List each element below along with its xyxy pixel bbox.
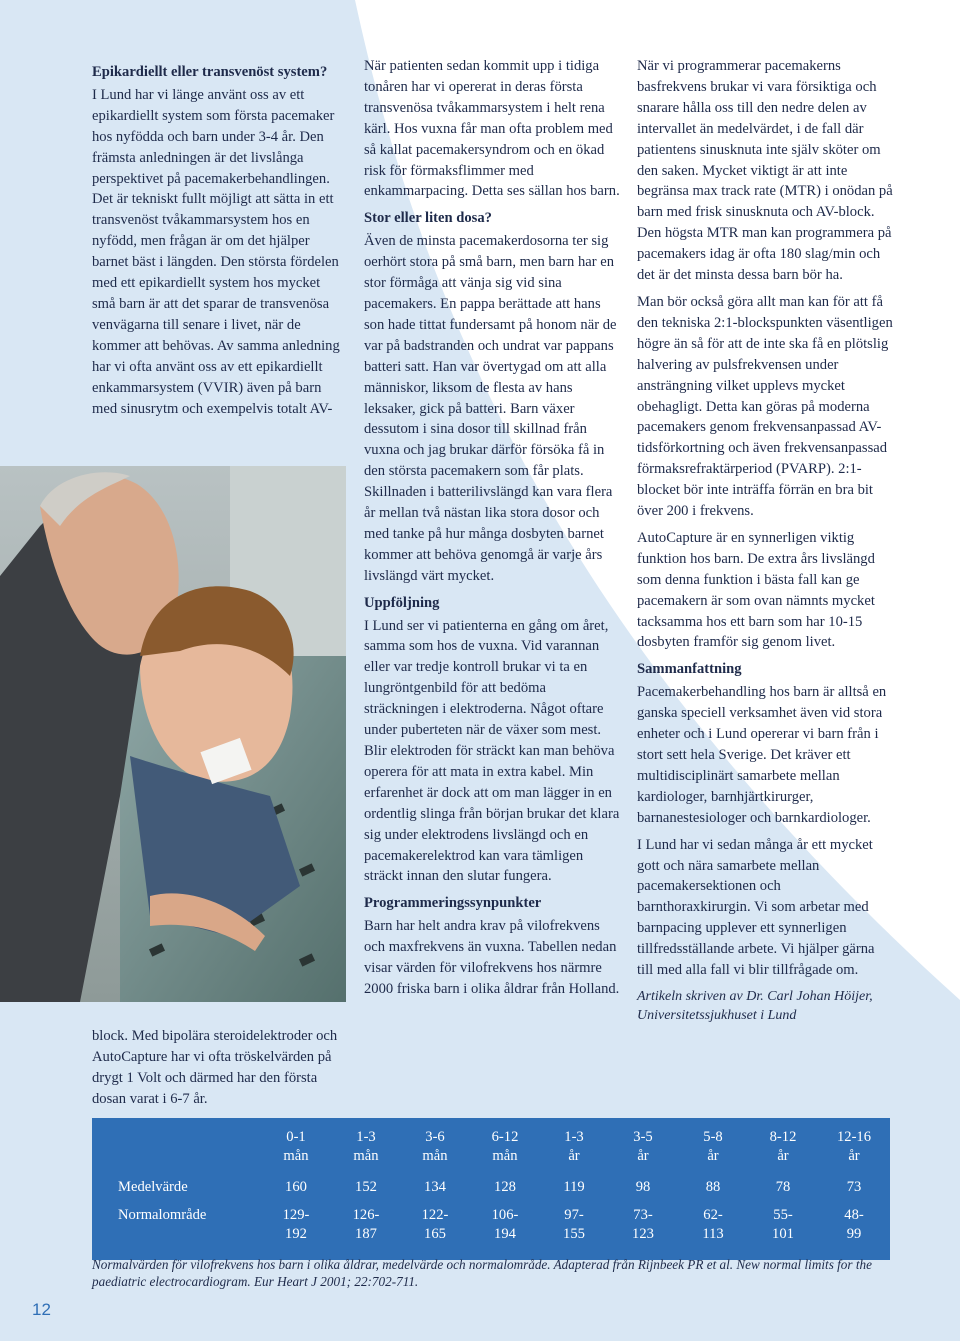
- page-number: 12: [32, 1300, 51, 1319]
- row-label: Normalområde: [118, 1207, 207, 1223]
- paragraph: block. Med bipolära steroidelektroder och AutoCapture har vi ofta tröskelvärden på drygt 1 Volt och därmed har den första dosan varat i 6-7 år.: [92, 1028, 338, 1107]
- table-cell: 126- 187: [352, 1207, 380, 1242]
- column-2: [364, 56, 620, 1006]
- table-row-normal-range: [92, 1202, 890, 1260]
- table-cell: 55- 101: [772, 1207, 794, 1242]
- table-header-cell: 0-1 mån: [283, 1129, 309, 1164]
- paragraph: Pacemakerbehandling hos barn är alltså en ganska speciell verksamhet även vid stora enheter och i Lund opererar vi barn från i stort sett hela Sverige. Det kräver ett multidisciplinärt samarbete mellan kardiologer, barnhjärtkirurger, barnanestesiologer och barnkardiologer.: [637, 684, 887, 826]
- table-header-cell: 8-12 år: [769, 1129, 797, 1164]
- section-heading: Sammanfattning: [637, 661, 742, 678]
- column-1: [92, 56, 342, 425]
- paragraph: I Lund ser vi patienterna en gång om året, samma som hos de vuxna. Vid varannan eller var tredje kontroll brukar vi ta en lungröntgenbild för att bedöma sträckningen i elektroderna. Något oftare under puberteten när de växer som mest. Blir elektroden för sträckt kan man behöva operera för att mata in extra kabel. Min erfarenhet är dock att om man lägger in en ordentlig slinga från början brukar det klara sig under elektrodens livslängd och en pacemakerelektrod kan vara tämligen sträckt innan den slutar fungera.: [364, 617, 620, 885]
- table-cell: 129- 192: [282, 1207, 310, 1242]
- paragraph: Barn har helt andra krav på vilofrekvens och maxfrekvens än vuxna. Tabellen nedan visar värden för vilofrekvens hos närmre 2000 friska barn i olika åldrar från Holland.: [364, 918, 620, 997]
- table-cell: 73: [846, 1179, 862, 1195]
- section-heading: Uppföljning: [364, 594, 440, 611]
- table-header-cell: 1-3 mån: [353, 1129, 379, 1164]
- section-heading: Epikardiellt eller transvenöst system?: [92, 64, 328, 80]
- table-cell: 62- 113: [702, 1207, 724, 1242]
- paragraph: När vi programmerar pacemakerns basfrekvens brukar vi vara försiktiga och snarare hålla oss till den nedre delen av intervallet än medelvärdet, i de fall där patientens sinusknuta inte själv sköter om den saken. Mycket viktigt är att inte begränsa max track rate (MTR) i onödan på barn med frisk sinusknuta och AV-block. Den högsta MTR man kan programmera på pacemakers idag är ofta 180 slag/min och det är det minsta dessa barn bör ha.: [637, 58, 893, 284]
- photo-man-and-boy: [0, 466, 346, 1002]
- section-heading: Stor eller liten dosa?: [364, 210, 492, 227]
- table-header-cell: 1-3 år: [564, 1129, 584, 1164]
- paragraph: Man bör också göra allt man kan för att få den tekniska 2:1-blockspunkten väsentligen högre än så för att de inte ska få en plötslig halvering av pulsfrekvensen under ansträngning vilket upplevs mycket obehagligt. Detta kan göras på moderna pacemakers genom frekvensanpassad AV-tidsförkortning och även frekvensanpassad förmaksrefraktärperiod (PVARP). 2:1-blocket bör inte inträffa förrän en bra bit över 200 i frekvens.: [637, 293, 893, 520]
- column-3: [637, 56, 893, 1031]
- table-header-cell: 5-8 år: [703, 1129, 723, 1164]
- table-cell: 134: [424, 1179, 446, 1195]
- table-row-mean: [92, 1174, 890, 1202]
- table-cell: 122- 165: [421, 1207, 449, 1242]
- table-cell: 106- 194: [491, 1207, 519, 1242]
- table-cell: 97- 155: [563, 1207, 585, 1242]
- heart-rate-table: [92, 1118, 890, 1260]
- table-header-cell: 6-12 mån: [491, 1129, 519, 1164]
- table-cell: 73- 123: [632, 1207, 654, 1242]
- paragraph: Även de minsta pacemakerdosorna ter sig oerhört stora på små barn, men barn har en stor förmåga att vänja sig vid sina pacemakers. En pappa berättade att hans son hade tittat fundersamt på honom när de var på badstranden och undrat var pappans batteri satt. Han var övertygad om att alla människor, liksom de flesta av hans leksaker, gick på batteri. Barn växer dessutom i sina dosor till skillnad från vuxna och jag brukar därför försöka få in den största pacemakern som får plats. Skillnaden i batterilivslängd kan vara flera år mellan två nästan lika stora dosor och med tanke på hur många dosbyten barnet kommer att behöva genomgå är varje års livslängd värt mycket.: [364, 233, 617, 584]
- table-header-cell: 3-5 år: [633, 1129, 653, 1164]
- table-cell: 152: [355, 1179, 377, 1195]
- table-cell: 98: [635, 1179, 651, 1195]
- author-signature: Artikeln skriven av Dr. Carl Johan Höijer, Universitetssjukhuset i Lund: [637, 988, 873, 1023]
- row-label: Medelvärde: [118, 1179, 188, 1195]
- paragraph: AutoCapture är en synnerligen viktig funktion hos barn. De extra års livslängd som denna funktion i bästa fall kan ge pacemakern är som ovan nämnts mycket tacksamma hos ett barn som har 10-15 dosbyten framför sig genom livet.: [637, 529, 875, 651]
- table-cell: 48- 99: [844, 1207, 864, 1242]
- paragraph: I Lund har vi sedan många år ett mycket gott och nära samarbete mellan pacemakersektionen och barnthoraxkirurgin. Vi som arbetar med barnpacing upplever ett synnerligen tillfredsställande arbete. Vi hjälper gärna till med alla fall vi blir tillfrågade om.: [637, 836, 875, 979]
- paragraph: I Lund har vi länge använt oss av ett epikardiellt system som första pacemaker hos nyfödda och barn under 3-4 år. Den främsta anledningen är det livslånga perspektivet på pacemakerbehandlingen. Det är tekniskt fullt möjligt att sätta in ett transvenöst tvåkammarsystem hos en nyfödd, men frågan är om det hjälper barnet bäst i längden. Den största fördelen med ett epikardiellt system hos mycket små barn är att det sparar de transvenösa venvägarna till senare i livet, när de kommer att behövas. Av samma anledning har vi ofta använt oss av ett epikardiellt enkammarsystem (VVIR) även på barn med sinusrytm och exempelvis totalt AV-: [92, 86, 340, 417]
- table-cell: 119: [563, 1179, 585, 1195]
- paragraph: När patienten sedan kommit upp i tidiga tonåren har vi opererat in deras första transvenösa tvåkammarsystem i helt rena kärl. Hos vuxna får man ofta problem med så kallat pacemakersyndrom och en ökad risk för förmaksflimmer med enkammarpacing. Detta ses sällan hos barn.: [364, 58, 620, 200]
- column-1-continued: [92, 1026, 350, 1116]
- table-cell: 78: [775, 1179, 791, 1195]
- table-header-cell: 3-6 mån: [422, 1129, 448, 1164]
- table-cell: 160: [285, 1179, 307, 1195]
- table-header-cell: 12-16 år: [836, 1129, 872, 1164]
- section-heading: Programmeringssynpunkter: [364, 895, 542, 912]
- table-corner-cell: [92, 1118, 260, 1174]
- table-cell: 128: [494, 1179, 516, 1195]
- table-cell: 88: [705, 1179, 721, 1195]
- table-caption: Normalvärden för vilofrekvens hos barn i olika åldrar, medelvärde och normalområde. Adapterad från Rijnbeek PR et al. New normal limits for the paediatric electrocardiogram. Eur Heart J 2001; 22:702-711.: [92, 1257, 872, 1289]
